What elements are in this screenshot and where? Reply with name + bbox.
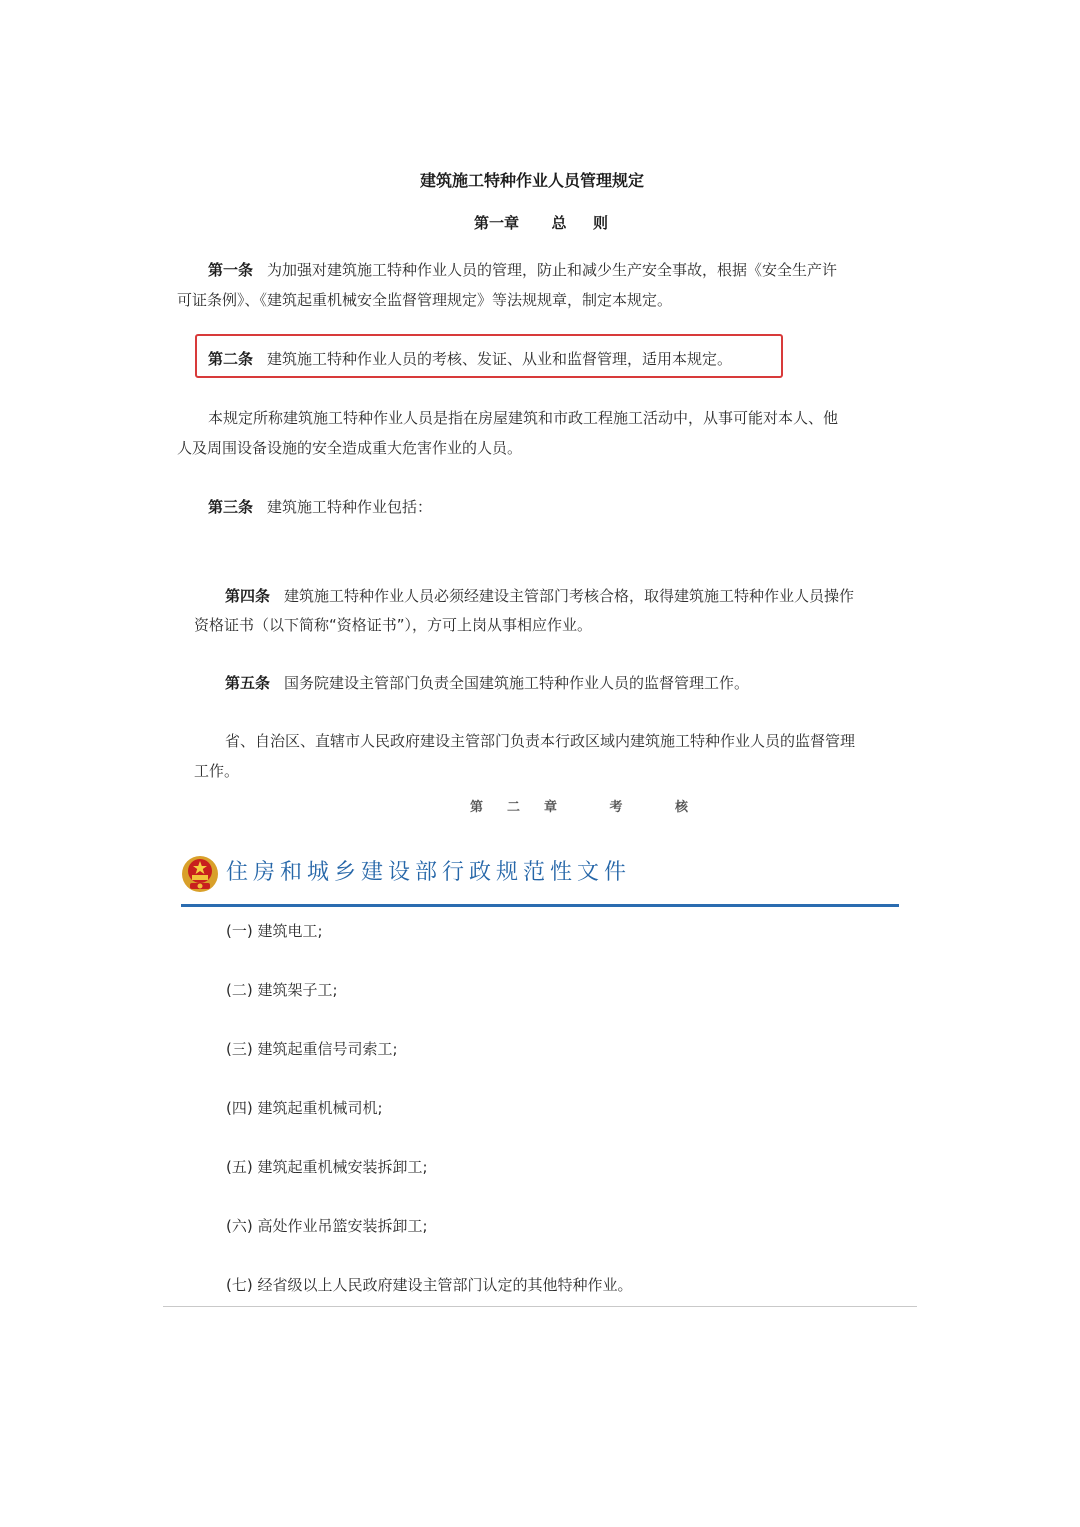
article-2-text: 建筑施工特种作业人员的考核、发证、从业和监督管理，适用本规定。: [267, 350, 733, 368]
chapter-label: 第一章: [474, 214, 520, 232]
list-item-1: (一) 建筑电工;: [226, 922, 323, 940]
list-item-2: (二) 建筑架子工;: [226, 981, 338, 999]
article-3-label: 第三条: [208, 498, 254, 516]
national-emblem-icon: [180, 852, 220, 894]
list-item-7: (七) 经省级以上人民政府建设主管部门认定的其他特种作业。: [226, 1276, 633, 1294]
chapter-heading: [474, 212, 608, 233]
bottom-divider: [163, 1306, 917, 1307]
article-1-line-1: [208, 255, 837, 285]
article-4-line-1: [225, 581, 854, 611]
article-5-label: 第五条: [225, 674, 271, 692]
article-2-para-line-1: 本规定所称建筑施工特种作业人员是指在房屋建筑和市政工程施工活动中，从事可能对本人、他: [208, 409, 839, 427]
article-1-line-2: 可证条例》、《建筑起重机械安全监督管理规定》等法规规章，制定本规定。: [177, 291, 673, 309]
list-item-4: (四) 建筑起重机械司机;: [226, 1099, 383, 1117]
article-2-para-line-2: 人及周围设备设施的安全造成重大危害作业的人员。: [177, 439, 523, 457]
article-3: [208, 492, 432, 522]
list-item-5: (五) 建筑起重机械安装拆卸工;: [226, 1158, 428, 1176]
article-2: [208, 344, 732, 374]
article-1-text: 为加强对建筑施工特种作业人员的管理，防止和减少生产安全事故，根据《安全生产许: [267, 261, 838, 279]
article-4-line-2: 资格证书（以下简称“资格证书”），方可上岗从事相应作业。: [194, 616, 593, 634]
list-item-3: (三) 建筑起重信号司索工;: [226, 1040, 398, 1058]
banner-divider: [181, 904, 899, 907]
list-item-6: (六) 高处作业吊篮安装拆卸工;: [226, 1217, 428, 1235]
article-2-label: 第二条: [208, 350, 254, 368]
document-title: 建筑施工特种作业人员管理规定: [419, 171, 644, 190]
article-4-text: 建筑施工特种作业人员必须经建设主管部门考核合格，取得建筑施工特种作业人员操作: [284, 587, 855, 605]
banner-title: 住房和城乡建设部行政规范性文件: [226, 860, 632, 885]
article-5-text: 国务院建设主管部门负责全国建筑施工特种作业人员的监督管理工作。: [284, 674, 750, 692]
article-5: [225, 668, 749, 698]
article-3-text: 建筑施工特种作业包括：: [267, 498, 433, 516]
chapter-name-part1: 总: [551, 214, 567, 232]
article-1-label: 第一条: [208, 261, 254, 279]
article-5-para-line-2: 工作。: [194, 762, 240, 780]
article-5-para-line-1: 省、自治区、直辖市人民政府建设主管部门负责本行政区域内建筑施工特种作业人员的监督管理: [225, 732, 856, 750]
chapter-name-part2: 则: [592, 214, 608, 232]
article-4-label: 第四条: [225, 587, 271, 605]
cutoff-chapter-heading: 第二章 考 核: [470, 800, 713, 815]
